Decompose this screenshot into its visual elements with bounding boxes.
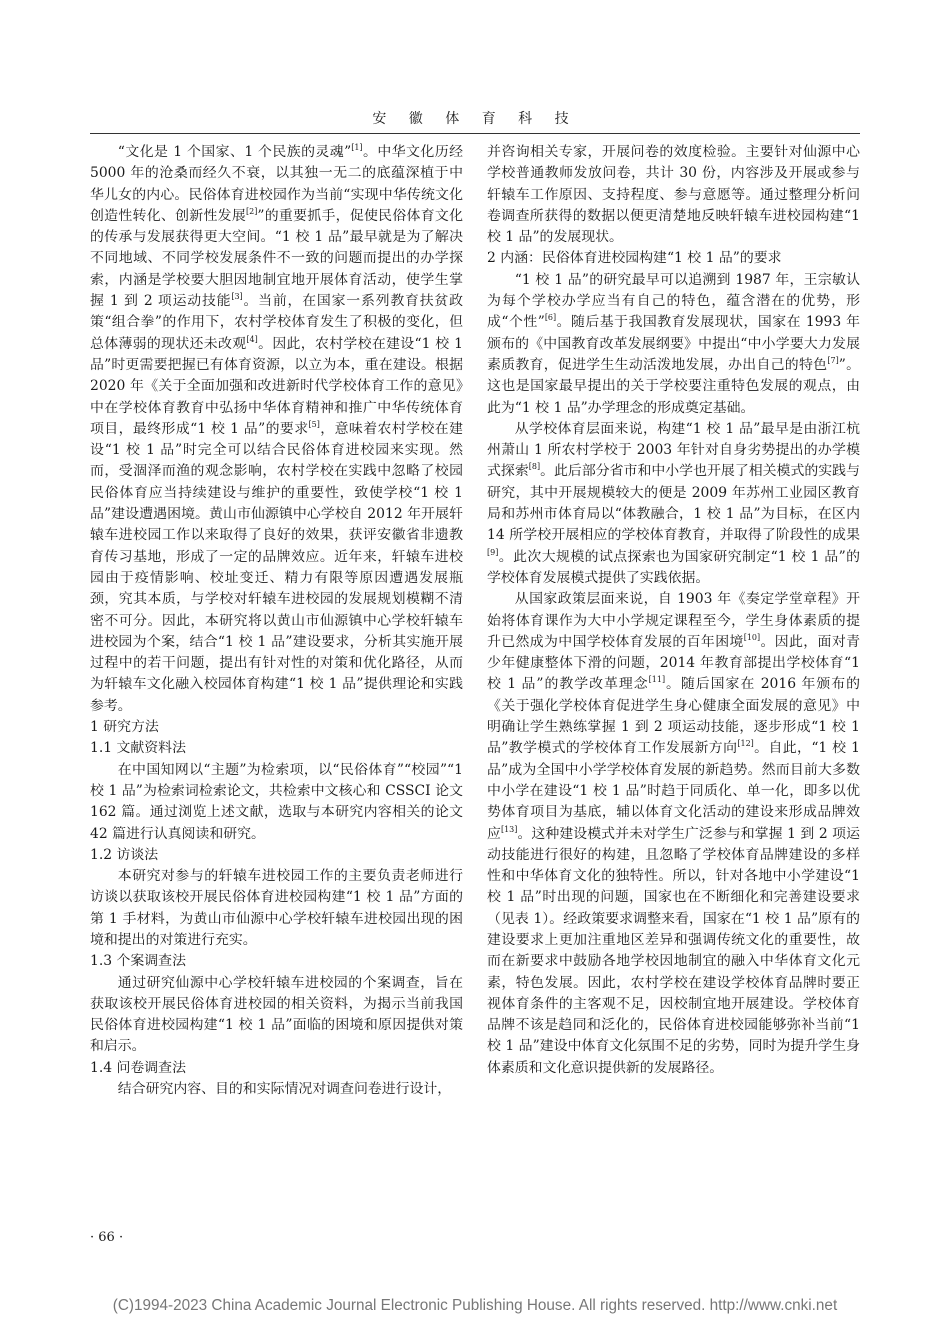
section-2-paragraph-1: “1 校 1 品”的研究最早可以追溯到 1987 年，王宗敏认为每个学校办学应当有自己的特色，蕴含潜在的优势，形成“个性”[6]。随后基于我国教育发展现状，国家在 1993 年颁布的《中国教育改革发展纲要》中提出“中小学要大力发展素质教育，促进学生生动活泼地发展，办出自己的特色[7]”。这也是国家最早提出的关于学校要注重特色发展的观点，由此为“1 校 1 品”办学理念的形成奠定基础。 [487,271,861,416]
intro-paragraph: “文化是 1 个国家、1 个民族的灵魂”[1]。中华文化历经 5000 年的沧桑而经久不衰，以其独一无二的底蕴深植于中华儿女的内心。民俗体育进校园作为当前“实现中华传统文化创造性转化、创新性发展[2]”的重要抓手，促使民俗体育文化的传承与发展获得更大空间。“1 校 1 品”最早就是为了解决不同地域、不同学校发展条件不一致的问题而提出的办学探索，内涵是学校要大胆因地制宜地开展体育活动，使学生掌握 1 到 2 项运动技能[3]。当前，在国家一系列教育扶贫政策“组合拳”的作用下，农村学校体育发生了积极的变化，但总体薄弱的现状还未改观[4]。因此，农村学校在建设“1 校 1 品”时更需要把握已有体育资源，以立为本，重在建设。根据 2020 年《关于全面加强和改进新时代学校体育工作的意见》中在学校体育教育中弘扬中华体育精神和推广中华传统体育项目，最终形成“1 校 1 品”的要求[5]，意味着农村学校在建设“1 校 1 品”时完全可以结合民俗体育进校园来实现。然而，受涸泽而渔的观念影响，农村学校在实践中忽略了校园民俗体育应当持续建设与维护的重要性，致使学校“1 校 1 品”建设遭遇困境。黄山市仙源镇中心学校自 2012 年开展轩辕车进校园工作以来取得了良好的效果，获评安徽省非遗教育传习基地，形成了一定的品牌效应。近年来，轩辕车进校园由于疫情影响、校址变迁、精力有限等原因遭遇发展瓶颈，究其本质，与学校对轩辕车进校园的发展规划模糊不清密不可分。因此，本研究将以黄山市仙源镇中心学校轩辕车进校园为个案，结合“1 校 1 品”建设要求，分析其实施开展过程中的若干问题，提出有针对性的对策和优化路径，从而为轩辕车文化融入校园体育构建“1 校 1 品”提供理论和实践参考。 [90,143,463,714]
header-rule [90,133,860,134]
section-2-paragraph-2: 从学校体育层面来说，构建“1 校 1 品”最早是由浙江杭州萧山 1 所农村学校于 2003 年针对自身劣势提出的办学模式探索[8]。此后部分省市和中小学也开展了相关模式的实践与研究，其中开展规模较大的便是 2009 年苏州工业园区教育局和苏州市体育局以“体教融合，1 校 1 品”为目标，在区内 14 所学校开展相应的学校体育教育，并取得了阶段性的成果[9]。此次大规模的试点探索也为国家研究制定“1 校 1 品”的学校体育发展模式提供了实践依据。 [487,420,860,586]
section-1-1-heading: 1.1 文献资料法 [90,740,186,757]
section-1-3-heading: 1.3 个案调查法 [90,953,186,970]
copyright-footer: (C)1994-2023 China Academic Journal Electronic Publishing House. All rights reserved. http://www.cnki.net [112,1297,838,1314]
section-1-3-text: 通过研究仙源中心学校轩辕车进校园的个案调查，旨在获取该校开展民俗体育进校园的相关资料，为揭示当前我国民俗体育进校园构建“1 校 1 品”面临的困境和原因提供对策和启示。 [90,974,463,1055]
section-1-4-continued: 并咨询相关专家，开展问卷的效度检验。主要针对仙源中心学校普通教师发放问卷，共计 30 份，内容涉及开展或参与轩辕车工作原因、支持程度、参与意愿等。通过整理分析问卷调查所获得的数据以便更清楚地反映轩辕车进校园构建“1 校 1 品”的发展现状。 [487,144,860,246]
page-number: · 66 · [90,1230,124,1245]
section-1-2-heading: 1.2 访谈法 [90,846,159,863]
section-1-4-heading: 1.4 问卷调查法 [90,1059,186,1076]
section-1-4-text: 结合研究内容、目的和实际情况对调查问卷进行设计， [117,1081,452,1098]
section-1-1-text: 在中国知网以“主题”为检索项，以“民俗体育”“校园”“1 校 1 品”为检索词检索论文，共检索中文核心和 CSSCI 论文 162 篇。通过浏览上述文献，选取与本研究内容相关的论文 42 篇进行认真阅读和研究。 [90,761,463,842]
left-column [90,142,463,1100]
section-1-2-text: 本研究对参与的轩辕车进校园工作的主要负责老师进行访谈以获取该校开展民俗体育进校园构建“1 校 1 品”方面的第 1 手材料，为黄山市仙源中心学校轩辕车进校园出现的困境和提出的对策进行充实。 [90,868,463,948]
section-2-heading: 2 内涵：民俗体育进校园构建“1 校 1 品”的要求 [487,250,782,267]
section-1-heading: 1 研究方法 [90,719,159,736]
journal-title: 安 徽 体 育 科 技 [372,111,578,127]
right-column [487,142,860,1079]
section-2-paragraph-3: 从国家政策层面来说，自 1903 年《奏定学堂章程》开始将体育课作为大中小学规定课程至今，学生身体素质的提升已然成为中国学校体育发展的百年困境[10]。因此，面对青少年健康整体下滑的问题，2014 年教育部提出学校体育“1 校 1 品”的教学改革理念[11]。随后国家在 2016 年颁布的《关于强化学校体育促进学生身心健康全面发展的意见》中明确让学生熟练掌握 1 到 2 项运动技能，逐步形成“1 校 1 品”教学模式的学校体育工作发展新方向[12]。自此，“1 校 1 品”成为全国中小学学校体育发展的新趋势。然而目前大多数中小学在建设“1 校 1 品”时趋于同质化、单一化，即多以优势体育项目为基底，辅以体育文化活动的建设来形成品牌效应[13]。这种建设模式并未对学生广泛参与和掌握 1 到 2 项运动技能进行很好的构建，且忽略了学校体育品牌建设的多样性和中华体育文化的独特性。所以，针对各地中小学建设“1 校 1 品”时出现的问题，国家也在不断细化和完善建设要求（见表 1）。经政策要求调整来看，国家在“1 校 1 品”原有的建设要求上更加注重地区差异和强调传统文化的重要性，故而在新要求中鼓励各地学校因地制宜的融入中华体育文化元素，特色发展。因此，农村学校在建设学校体育品牌时要正视体育条件的主客观不足，因校制宜地开展建设。学校体育品牌不该是趋同和泛化的，民俗体育进校园能够弥补当前“1 校 1 品”建设中体育文化氛围不足的劣势，同时为提升学生身体素质和文化意识提供新的发展路径。 [487,591,861,1076]
